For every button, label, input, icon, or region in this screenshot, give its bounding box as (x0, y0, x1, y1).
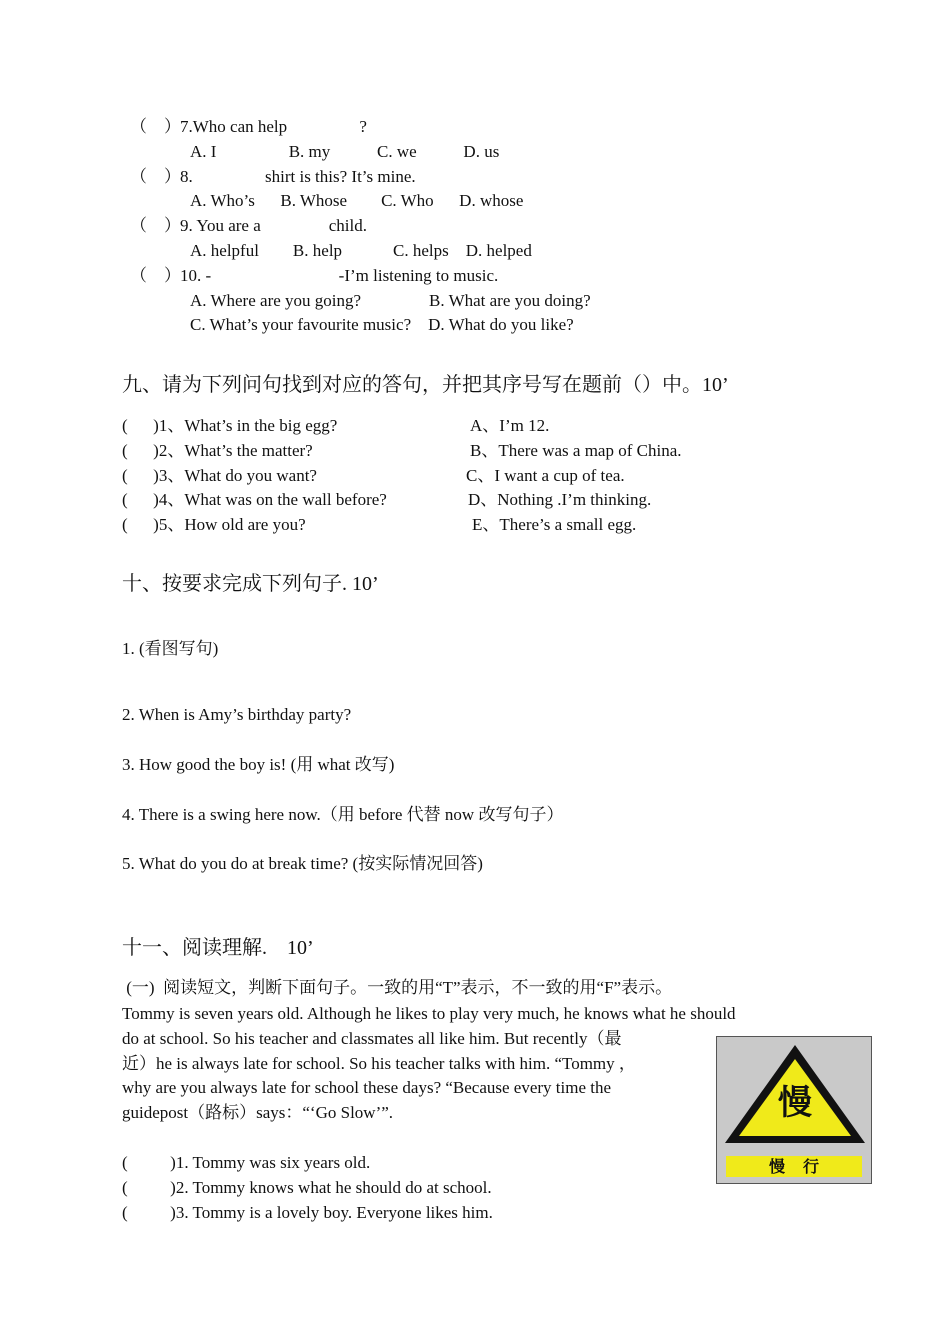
judge-1[interactable]: ( )1. Tommy was six years old. (122, 1153, 371, 1172)
q10-bracket[interactable]: （ ） (130, 266, 181, 285)
q8-bracket[interactable]: （ ） (130, 167, 181, 186)
part9-a1: A、I’m 12. (470, 416, 550, 435)
sign-bar-text: 慢行 (726, 1156, 862, 1177)
passage-line-5: guidepost（路标）says：“‘Go Slow’”. (122, 1103, 394, 1122)
part10-item-5: 5. What do you do at break time? (按实际情况回答) (122, 854, 483, 873)
q9-bracket[interactable]: （ ） (130, 216, 181, 235)
q7-bracket[interactable]: （ ） (130, 117, 181, 136)
part10-item-2: 2. When is Amy’s birthday party? (122, 705, 352, 724)
part9-q5[interactable]: ( )5、How old are you? (122, 515, 306, 534)
part11-subheading: (一) 阅读短文，判断下面句子。一致的用“T”表示，不一致的用“F”表示。 (122, 978, 673, 997)
q9-stem: 9. You are a child. (180, 216, 367, 235)
q10-options-line2: C. What’s your favourite music? D. What do you like? (190, 315, 574, 334)
part9-a2: B、There was a map of China. (470, 441, 682, 460)
passage-line-4: why are you always late for school these days? “Because every time the (122, 1078, 612, 1097)
q7-options: A. I B. my C. we D. us (190, 142, 500, 161)
part9-a4: D、Nothing .I’m thinking. (468, 490, 652, 509)
part9-a3: C、I want a cup of tea. (466, 466, 625, 485)
part10-heading: 十、按要求完成下列句子. 10’ (122, 573, 379, 595)
part9-q1[interactable]: ( )1、What’s in the big egg? (122, 416, 338, 435)
passage-line-2: do at school. So his teacher and classmates all like him. But recently（最 (122, 1029, 622, 1048)
part10-item-3: 3. How good the boy is! (用 what 改写) (122, 755, 395, 774)
part9-heading: 九、请为下列问句找到对应的答句，并把其序号写在题前（）中。10’ (122, 374, 729, 396)
passage-line-1: Tommy is seven years old. Although he likes to play very much, he knows what he should (122, 1004, 736, 1023)
q8-options: A. Who’s B. Whose C. Who D. whose (190, 191, 524, 210)
passage-line-3: 近）he is always late for school. So his teacher talks with him. “Tommy ， (122, 1054, 636, 1073)
q10-stem: 10. - -I’m listening to music. (180, 266, 499, 285)
part9-a5: E、There’s a small egg. (472, 515, 637, 534)
part9-q2[interactable]: ( )2、What’s the matter? (122, 441, 313, 460)
part10-item-1: 1. (看图写句) (122, 639, 219, 658)
q9-options: A. helpful B. help C. helps D. helped (190, 241, 532, 260)
judge-3[interactable]: ( )3. Tommy is a lovely boy. Everyone likes him. (122, 1203, 493, 1222)
q7-stem: 7.Who can help ? (180, 117, 367, 136)
sign-char: 慢 (778, 1083, 812, 1123)
slow-sign-image (716, 1036, 872, 1184)
judge-2[interactable]: ( )2. Tommy knows what he should do at school. (122, 1178, 492, 1197)
part9-q3[interactable]: ( )3、What do you want? (122, 466, 317, 485)
part11-heading: 十一、阅读理解. 10’ (122, 937, 314, 959)
q10-options-line1: A. Where are you going? B. What are you doing? (190, 291, 591, 310)
part10-item-4: 4. There is a swing here now.（用 before 代替 now 改写句子） (122, 805, 564, 824)
part9-q4[interactable]: ( )4、What was on the wall before? (122, 490, 387, 509)
q8-stem: 8. shirt is this? It’s mine. (180, 167, 416, 186)
